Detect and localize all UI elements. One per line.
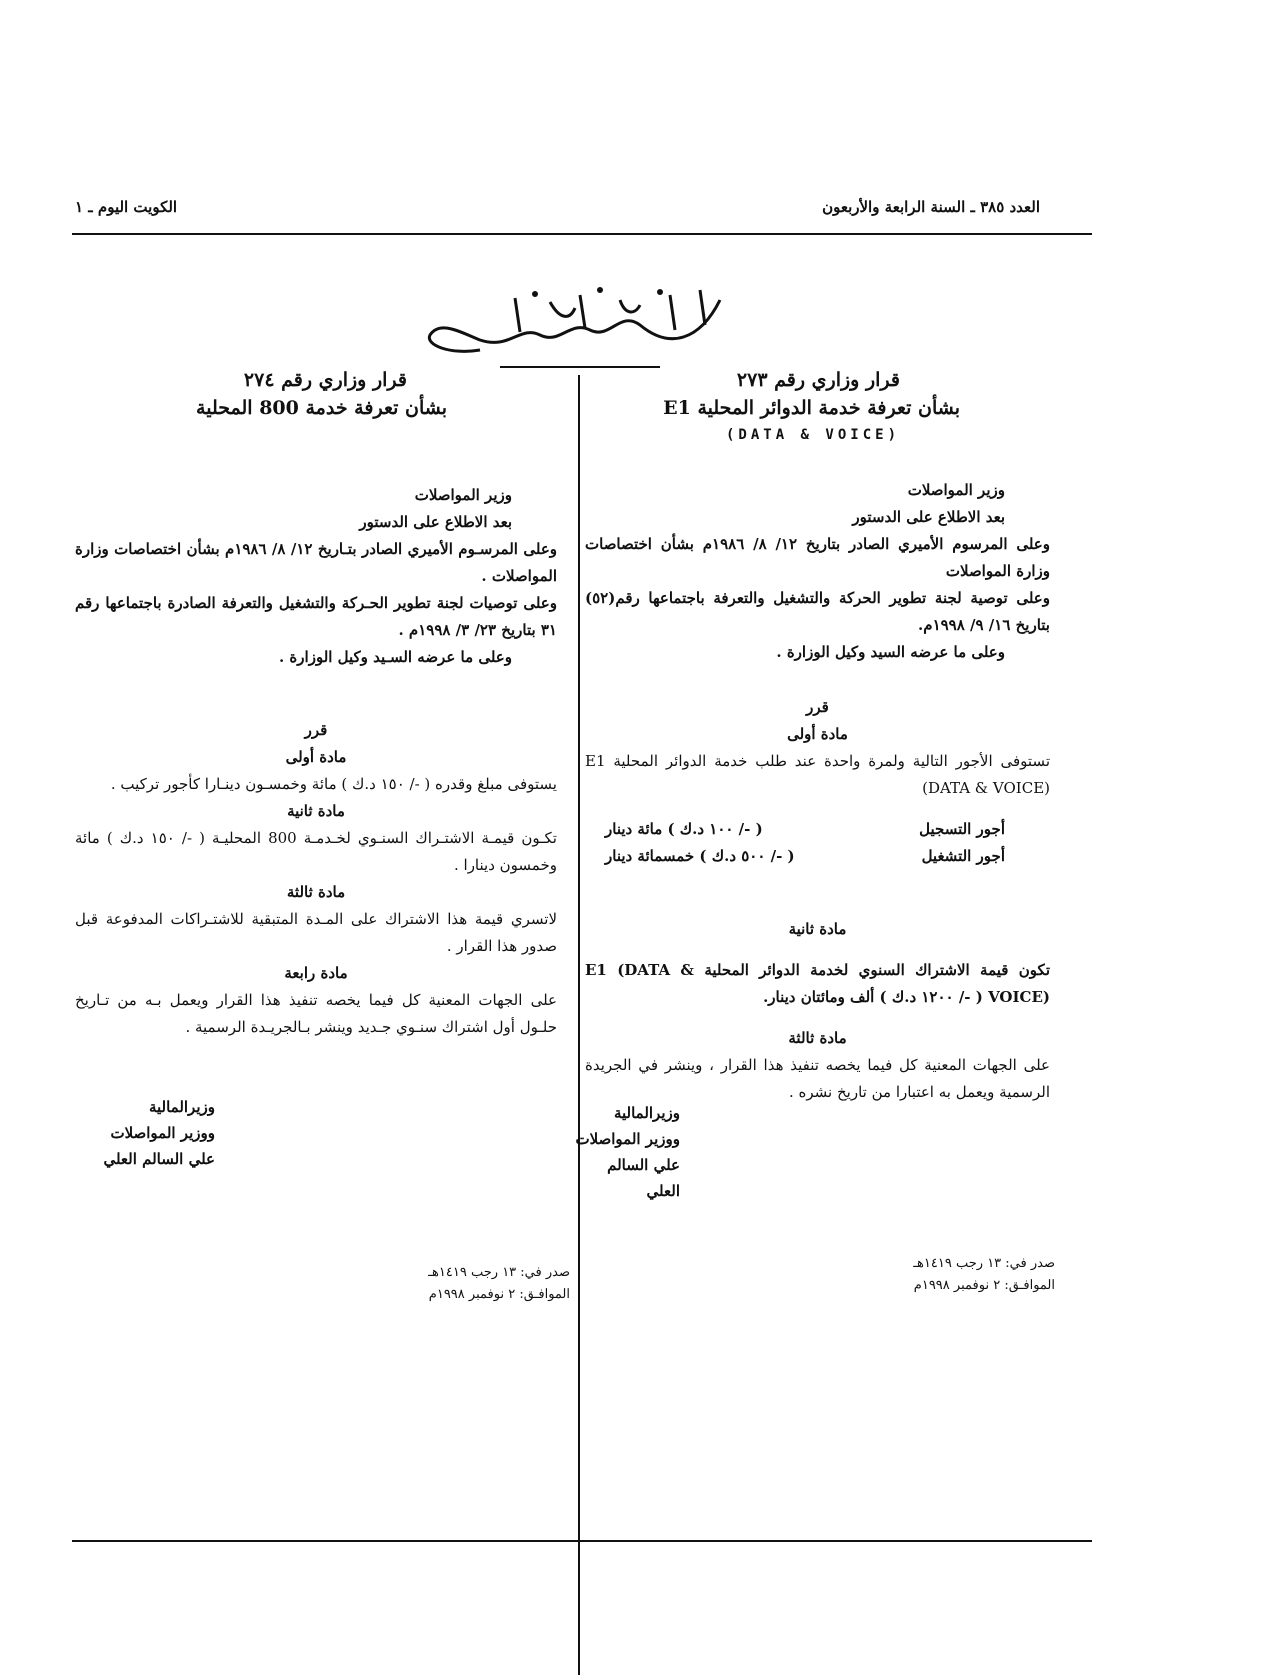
decision-273-article-3-text: على الجهات المعنية كل فيما يخصه تنفيذ هذا القرار ، وينشر في الجريدة الرسمية ويعمل به اعتبارا من تاريخ نشره .	[585, 1056, 1050, 1101]
decision-274-issued	[380, 1262, 570, 1306]
decision-273-sig-name: علي السالم العلي	[607, 1156, 680, 1200]
decision-273-article-2-text: تكون قيمة الاشتراك السنوي لخدمة الدوائر المحلية E1 (DATA & VOICE) ( -/ ١٢٠٠ د.ك ) ألف ومائتان دينار.	[585, 961, 1050, 1006]
decision-274-sig-comm: ووزير المواصلات	[110, 1124, 215, 1142]
decision-274-article-2-title: مادة ثانية	[287, 802, 345, 820]
footer-rule	[72, 1540, 1092, 1542]
issue-info: العدد ٣٨٥ ـ السنة الرابعة والأربعون	[822, 198, 1040, 216]
decision-273-title: قرار وزاري رقم ٢٧٣	[736, 369, 900, 391]
decision-274-article-2-text: تكـون قيمـة الاشتـراك السنـوي لخـدمـة 800 المحليـة ( -/ ١٥٠ د.ك ) مائة وخمسون دينارا .	[75, 829, 557, 874]
column-divider	[578, 375, 580, 1675]
decision-273-recital-3: وعلى توصية لجنة تطوير الحركة والتشغيل والتعرفة باجتماعها رقم(٥٢) بتاريخ ١٦/ ٩/ ١٩٩٨م.	[585, 589, 1050, 634]
decision-274-sig-name: علي السالم العلي	[103, 1150, 215, 1168]
decision-273-recital-4: وعلى ما عرضه السيد وكيل الوزارة .	[776, 643, 1005, 661]
ministry-calligraphy-icon	[420, 280, 740, 360]
fee-row-registration	[605, 816, 1005, 843]
decision-273-issued-gregorian: الموافـق: ٢ نوفمبر ١٩٩٨م	[913, 1278, 1055, 1293]
decision-274-decided: قرر	[304, 721, 328, 739]
decision-274-recital-1: بعد الاطلاع على الدستور	[359, 513, 512, 531]
decision-273	[585, 366, 1050, 1106]
decision-274-article-1-title: مادة أولى	[285, 748, 347, 766]
decision-274-recital-4: وعلى ما عرضه السـيد وكيل الوزارة .	[278, 648, 512, 666]
decision-273-minister: وزير المواصلات	[907, 481, 1005, 499]
decision-273-article-1-text: تستوفى الأجور التالية ولمرة واحدة عند طلب خدمة الدوائر المحلية E1 (DATA & VOICE)	[585, 752, 1050, 797]
decision-273-article-1-title: مادة أولى	[787, 725, 848, 743]
decision-273-recital-2: وعلى المرسوم الأميري الصادر بتاريخ ١٢/ ٨/ ١٩٨٦م بشأن اختصاصات وزارة المواصلات	[585, 535, 1050, 580]
fee-operation-value: ( -/ ٥٠٠ د.ك ) خمسمائة دينار	[605, 847, 795, 865]
decision-273-recital-1: بعد الاطلاع على الدستور	[852, 508, 1005, 526]
decision-273-subject: بشأن تعرفة خدمة الدوائر المحلية E1	[663, 397, 960, 419]
decision-273-issued-hijri: صدر في: ١٣ رجب ١٤١٩هـ	[913, 1256, 1055, 1271]
decision-273-issued	[870, 1253, 1055, 1297]
decision-274-article-3-title: مادة ثالثة	[286, 883, 346, 901]
fee-row-operation	[605, 843, 1005, 870]
decision-274-article-1-text: يستوفى مبلغ وقدره ( -/ ١٥٠ د.ك ) مائة وخمسـون دينـارا كأجور تركيب .	[110, 775, 557, 793]
decision-273-article-3-title: مادة ثالثة	[788, 1029, 847, 1047]
publication-name: الكويت اليوم ـ ١	[75, 198, 178, 216]
decision-274	[75, 366, 557, 1041]
decision-274-article-4-text: على الجهات المعنية كل فيما يخصه تنفيذ هذا القرار ويعمل بـه من تـاريخ حلـول أول اشتراك سنـوي جـديد وينشر بـالجريـدة الرسمية .	[75, 991, 557, 1036]
header-rule	[72, 233, 1092, 235]
decision-273-article-2-title: مادة ثانية	[788, 920, 847, 938]
decision-274-sig-finance: وزيرالمالية	[148, 1098, 215, 1116]
decision-274-article-4-title: مادة رابعة	[284, 964, 348, 982]
decision-274-minister: وزير المواصلات	[414, 486, 512, 504]
fee-operation-label: أجور التشغيل	[921, 847, 1005, 865]
decision-274-recital-2: وعلى المرسـوم الأميري الصادر بتـاريخ ١٢/ ٨/ ١٩٨٦م بشأن اختصاصات وزارة المواصلات .	[75, 540, 558, 585]
decision-273-subject-en: (DATA & VOICE)	[725, 427, 900, 443]
decision-274-issued-hijri: صدر في: ١٣ رجب ١٤١٩هـ	[428, 1265, 570, 1280]
fee-registration-value: ( -/ ١٠٠ د.ك ) مائة دينار	[605, 820, 763, 838]
decision-273-sig-finance: وزيرالمالية	[613, 1104, 680, 1122]
decision-274-recital-3: وعلى توصيات لجنة تطوير الحـركة والتشغيل والتعرفة الصادرة باجتماعها رقم ٣١ بتاريخ ٢٣/ ٣/ ١٩٩٨م .	[75, 594, 557, 639]
decision-274-issued-gregorian: الموافـق: ٢ نوفمبر ١٩٩٨م	[428, 1287, 570, 1302]
fee-registration-label: أجور التسجيل	[919, 820, 1005, 838]
decision-274-article-3-text: لاتسري قيمة هذا الاشتراك على المـدة المتبقية للاشتـراكات المدفوعة قبل صدور هذا القرار .	[75, 910, 557, 955]
decision-273-decided: قرر	[806, 698, 829, 716]
decision-274-signature	[75, 1094, 215, 1172]
decision-274-subject: بشأن تعرفة خدمة 800 المحلية	[196, 397, 447, 419]
decision-273-sig-comm: ووزير المواصلات	[575, 1130, 680, 1148]
decision-273-signature	[575, 1100, 680, 1204]
ministry-logo	[420, 280, 740, 360]
decision-274-title: قرار وزاري رقم ٢٧٤	[243, 369, 407, 391]
